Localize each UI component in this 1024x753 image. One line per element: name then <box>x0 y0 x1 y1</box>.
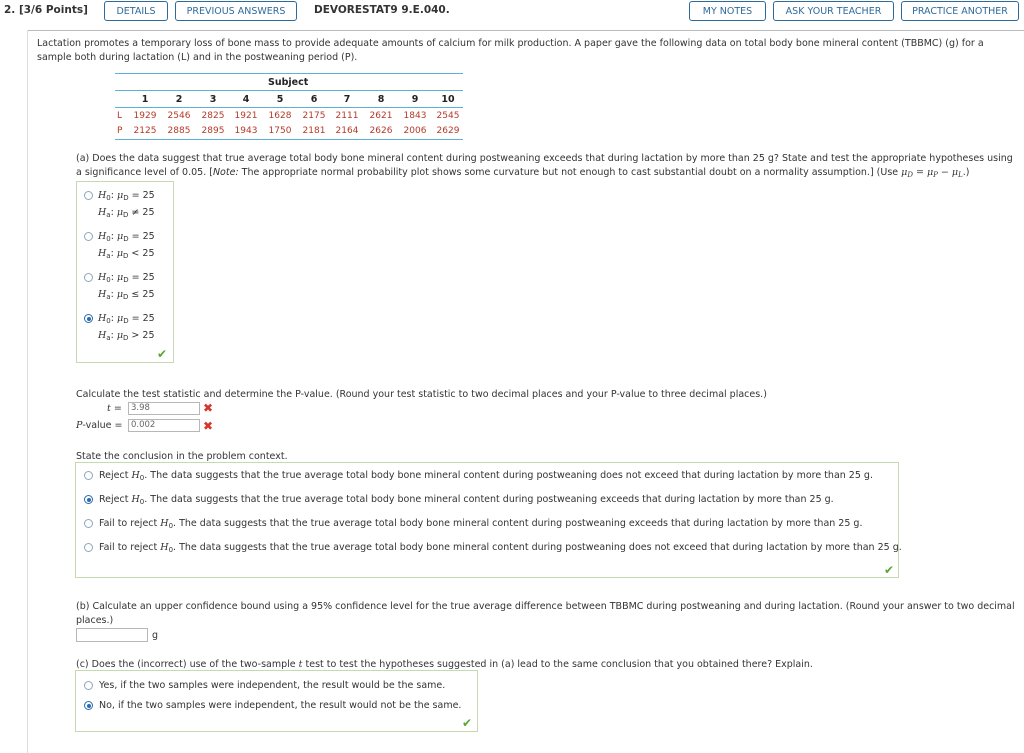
table-cell: 2175 <box>302 111 326 121</box>
hypothesis-radio[interactable] <box>84 314 93 323</box>
question-number: 2. [3/6 Points] <box>4 4 88 16</box>
table-title: Subject <box>268 77 309 88</box>
conclusion-answer-box <box>75 462 902 578</box>
table-top-rule <box>115 73 463 74</box>
practice-another-button[interactable]: PRACTICE ANOTHER <box>901 1 1019 21</box>
part-c-option-text: No, if the two samples were independent, the result would not be the same. <box>99 700 462 711</box>
details-button[interactable]: DETAILS <box>104 1 168 21</box>
t-statistic-input[interactable]: 3.98 <box>128 402 200 415</box>
subject-number-cell: 6 <box>310 94 318 105</box>
conclusion-prompt: State the conclusion in the problem context. <box>76 451 288 462</box>
table-title-rule <box>115 90 463 91</box>
upper-bound-unit: g <box>152 630 159 641</box>
table-cell: 2629 <box>436 126 460 136</box>
table-cell: 2885 <box>167 126 191 136</box>
hypothesis-radio[interactable] <box>84 191 93 200</box>
t-label: t = <box>107 403 122 414</box>
upper-bound-input[interactable] <box>76 628 148 642</box>
subject-number-cell: 7 <box>343 94 351 105</box>
table-cell: 1943 <box>234 126 258 136</box>
p-value-input[interactable]: 0.002 <box>128 419 200 432</box>
table-cell: 1921 <box>234 111 258 121</box>
conclusion-option-text: Reject $H_0$. The data suggests that the true average total body bone mineral content during postweaning does not exceed that during lactation by more than 25 g. <box>99 470 873 482</box>
table-cell: 2181 <box>302 126 326 136</box>
table-header-rule <box>115 107 463 108</box>
conclusion-option-text: Fail to reject $H_0$. The data suggests that the true average total body bone mineral content during postweaning exceeds that during lactation by more than 25 g. <box>99 518 863 530</box>
x-icon: ✖ <box>203 401 214 415</box>
conclusion-radio[interactable] <box>84 495 93 504</box>
p-value-label: P-value = <box>76 420 123 431</box>
table-cell: 1843 <box>403 111 427 121</box>
problem-intro: Lactation promotes a temporary loss of bone mass to provide adequate amounts of calcium for milk production. A paper gave the following data on total body bone mineral content (TBBMC) (g) for a sample both during lactation (L) and in the postweaning period (P). <box>37 38 984 63</box>
table-cell: 2125 <box>133 126 157 136</box>
null-hypothesis: $H_0$: $\mu_D = 25$ <box>98 190 155 202</box>
table-cell: 2545 <box>436 111 460 121</box>
subject-number-cell: 1 <box>141 94 149 105</box>
subject-number-cell: 10 <box>441 94 455 105</box>
conclusion-option-text: Reject $H_0$. The data suggests that the true average total body bone mineral content during postweaning exceeds that during lactation by more than 25 g. <box>99 494 834 506</box>
subject-number-cell: 9 <box>411 94 419 105</box>
hypotheses-answer-box <box>76 181 174 363</box>
part-c-radio[interactable] <box>84 701 93 710</box>
subject-number-cell: 3 <box>209 94 217 105</box>
subject-number-cell: 5 <box>276 94 284 105</box>
alternative-hypothesis: $H_a$: $\mu_D > 25$ <box>98 330 155 342</box>
part-c-radio[interactable] <box>84 681 93 690</box>
table-cell: 2164 <box>335 126 359 136</box>
part-c-answer-box <box>75 670 478 732</box>
hypothesis-radio[interactable] <box>84 232 93 241</box>
table-cell: 2006 <box>403 126 427 136</box>
subject-number-cell: 4 <box>242 94 250 105</box>
table-cell: 2111 <box>335 111 359 121</box>
null-hypothesis: $H_0$: $\mu_D = 25$ <box>98 313 155 325</box>
previous-answers-button[interactable]: PREVIOUS ANSWERS <box>175 1 297 21</box>
subject-number-cell: 2 <box>175 94 183 105</box>
table-cell: 2621 <box>369 111 393 121</box>
row-label: P <box>117 126 123 136</box>
checkmark-icon: ✔ <box>884 563 895 577</box>
my-notes-button[interactable]: MY NOTES <box>689 1 766 21</box>
table-cell: 1628 <box>268 111 292 121</box>
part-c-option-text: Yes, if the two samples were independent, the result would be the same. <box>99 680 446 691</box>
header-divider <box>27 30 1024 31</box>
checkmark-icon: ✔ <box>157 347 168 361</box>
ask-your-teacher-button[interactable]: ASK YOUR TEACHER <box>773 1 894 21</box>
calculate-prompt: Calculate the test statistic and determine the P-value. (Round your test statistic to two decimal places and your P-value to three decimal places.) <box>76 389 767 400</box>
x-icon: ✖ <box>203 419 214 433</box>
null-hypothesis: $H_0$: $\mu_D = 25$ <box>98 231 155 243</box>
table-cell: 2626 <box>369 126 393 136</box>
conclusion-radio[interactable] <box>84 543 93 552</box>
subject-number-cell: 8 <box>377 94 385 105</box>
table-cell: 2546 <box>167 111 191 121</box>
part-b-question: (b) Calculate an upper confidence bound using a 95% confidence level for the true average difference between TBBMC during postweaning and during lactation. (Round your answer to two decimal places.) <box>76 601 1015 626</box>
table-cell: 1750 <box>268 126 292 136</box>
hypothesis-radio[interactable] <box>84 273 93 282</box>
content-left-border <box>27 30 28 753</box>
table-cell: 2895 <box>201 126 225 136</box>
row-label: L <box>117 111 123 121</box>
part-a-question: (a) Does the data suggest that true average total body bone mineral content during postweaning exceeds that during lactation by more than 25 g? State and test the appropriate hypotheses using a significance level of 0.05. [Note: The appropriate normal probability plot shows some curvature but not enough to cast substantial doubt on a normality assumption.] (Use $\mu_D = \mu_P - \mu_L$.) <box>76 153 1013 179</box>
alternative-hypothesis: $H_a$: $\mu_D < 25$ <box>98 248 155 260</box>
table-cell: 1929 <box>133 111 157 121</box>
alternative-hypothesis: $H_a$: $\mu_D \ne 25$ <box>98 207 155 219</box>
table-bottom-rule <box>115 139 463 140</box>
conclusion-option-text: Fail to reject $H_0$. The data suggests that the true average total body bone mineral content during postweaning does not exceed that during lactation by more than 25 g. <box>99 542 902 554</box>
null-hypothesis: $H_0$: $\mu_D = 25$ <box>98 272 155 284</box>
problem-code: DEVORESTAT9 9.E.040. <box>314 4 450 16</box>
conclusion-radio[interactable] <box>84 519 93 528</box>
question-header <box>0 0 1024 24</box>
table-cell: 2825 <box>201 111 225 121</box>
conclusion-radio[interactable] <box>84 471 93 480</box>
checkmark-icon: ✔ <box>462 716 473 730</box>
alternative-hypothesis: $H_a$: $\mu_D \le 25$ <box>98 289 155 301</box>
part-c-question: (c) Does the (incorrect) use of the two-sample t test to test the hypotheses suggested in (a) lead to the same conclusion that you obtained there? Explain. <box>76 659 813 670</box>
